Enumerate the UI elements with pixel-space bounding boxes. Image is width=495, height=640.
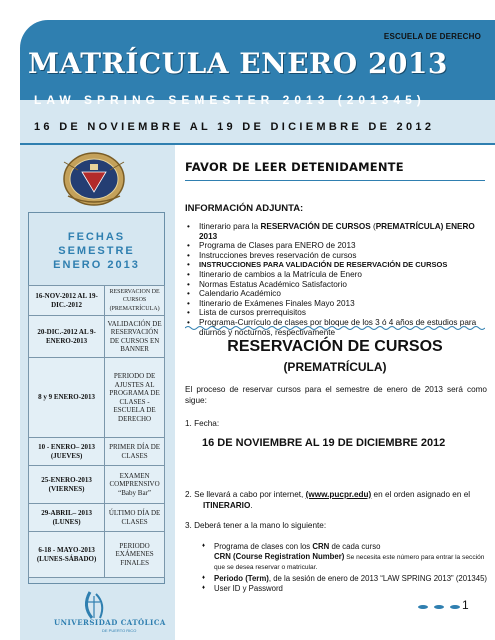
step-1: 1. Fecha: <box>185 419 220 428</box>
step-text: en el orden asignado en el <box>371 490 471 499</box>
heading-underline <box>185 180 485 181</box>
wavy-divider <box>185 325 485 331</box>
reservation-title: RESERVACIÓN DE CURSOS <box>227 338 443 355</box>
item-text: Itinerario para la <box>199 222 261 231</box>
item-text: ( <box>370 222 376 231</box>
step-bold: ITINERARIO <box>203 501 251 510</box>
list-item <box>185 260 485 270</box>
step-2 <box>185 489 487 511</box>
list-item: • Programa-Currículo de clases por bloque de los 3 ó 4 años de estudios para diurnos y nocturnos, respectivamente <box>185 318 485 337</box>
website-link[interactable]: (www.pucpr.edu) <box>305 490 372 499</box>
list-item <box>200 574 490 584</box>
table-row <box>29 466 165 504</box>
read-carefully-heading: FAVOR DE LEER DETENIDAMENTE <box>185 160 404 174</box>
req-note: Se necesita este número para entrar la sección que se desea reservar o matricular. <box>214 553 485 572</box>
date-cell: 29-ABRIL– 2013 (LUNES) <box>29 504 105 532</box>
date-cell: 16-NOV-2012 AL 19-DIC.-2012 <box>29 286 105 316</box>
list-item: • Programa de Clases para ENERO de 2013 <box>185 241 485 251</box>
event-note: (PREMATRÍCULA) <box>109 305 160 312</box>
req-bold: Periodo (Term) <box>214 573 269 583</box>
university-logo-icon <box>30 588 170 638</box>
event-cell: EXAMEN COMPRENSIVO “Baby Bar” <box>105 466 165 504</box>
step-text: . <box>250 501 253 510</box>
list-item <box>185 222 485 241</box>
dates-heading <box>28 230 165 272</box>
event-cell: PERIODO EXÁMENES FINALES <box>105 532 165 578</box>
dates-heading-line: ENERO 2013 <box>53 259 140 271</box>
table-row <box>29 504 165 532</box>
intro-paragraph: El proceso de reservar cursos para el semestre de enero de 2013 será como sigue: <box>185 385 487 405</box>
list-item: • Instrucciones breves reservación de cursos <box>185 251 485 261</box>
item-bold: RESERVACIÓN DE CURSOS <box>260 222 371 231</box>
table-row <box>29 316 165 358</box>
list-item <box>200 542 490 573</box>
list-item: • Calendario Académico <box>185 289 485 299</box>
page-number: 1 <box>462 598 469 612</box>
list-item: • Normas Estatus Académico Satisfactorio <box>185 280 485 290</box>
attached-info-heading: INFORMACIÓN ADJUNTA: <box>185 203 304 214</box>
item-bold: PREMATRÍCULA) ENERO 2013 <box>199 222 475 241</box>
date-cell: 8 y 9 ENERO-2013 <box>29 358 105 438</box>
req-bold: CRN <box>312 542 330 551</box>
list-item: • Itinerario de cambios a la Matrícula de Enero <box>185 270 485 280</box>
table-row <box>29 438 165 466</box>
law-school-seal-icon <box>44 150 144 208</box>
date-cell: 6-18 - MAYO-2013 (LUNES-SÁBADO) <box>29 532 105 578</box>
school-name: ESCUELA DE DERECHO <box>383 32 481 41</box>
page-title: MATRÍCULA ENERO 2013 <box>28 47 448 80</box>
event-cell: PRIMER DÍA DE CLASES <box>105 438 165 466</box>
table-row <box>29 286 165 316</box>
event-text: RESERVACION DE CURSOS <box>109 288 160 304</box>
dates-table <box>28 285 165 578</box>
requirements-list <box>200 542 490 595</box>
event-cell: PERIODO DE AJUSTES AL PROGRAMA DE CLASES - ESCUELA DE DERECHO <box>105 358 165 438</box>
list-item: • Lista de cursos prerrequisitos <box>185 308 485 318</box>
registration-date-range: 16 DE NOVIEMBRE AL 19 DE DICIEMBRE DE 2012 <box>34 121 435 133</box>
date-cell: 10 - ENERO– 2013 (JUEVES) <box>29 438 105 466</box>
item-bold: INSTRUCCIONES PARA VALIDACIÓN DE RESERVACIÓN DE CURSOS <box>199 260 448 270</box>
table-row <box>29 532 165 578</box>
req-text: Programa de clases con los <box>214 542 313 551</box>
dates-heading-line: SEMESTRE <box>58 245 135 257</box>
reservation-dates: 16 DE NOVIEMBRE AL 19 DE DICIEMBRE 2012 <box>202 437 446 449</box>
step-3: 3. Deberá tener a la mano lo siguiente: <box>185 521 327 530</box>
page-subtitle: LAW SPRING SEMESTER 2013 (201345) <box>34 93 426 107</box>
date-cell: 20-DIC.-2012 AL 9-ENERO-2013 <box>29 316 105 358</box>
attached-info-list <box>185 222 485 337</box>
dates-heading-line: FECHAS <box>67 231 126 243</box>
list-item: • Itinerario de Exámenes Finales Mayo 2013 <box>185 299 485 309</box>
req-bold: CRN (Course Registration Number) <box>214 551 345 561</box>
event-cell: VALIDACIÓN DE RESERVACIÓN DE CURSOS EN BANNER <box>105 316 165 358</box>
university-logo-tagline: DE PUERTO RICO <box>102 628 137 633</box>
event-cell <box>105 286 165 316</box>
list-item: ♦ User ID y Password <box>200 584 490 594</box>
step-text: 2. Se llevará a cabo por internet, <box>185 490 306 499</box>
req-text: de cada curso <box>329 542 381 551</box>
event-cell: ÚLTIMO DÍA DE CLASES <box>105 504 165 532</box>
date-cell: 25-ENERO-2013 (VIERNES) <box>29 466 105 504</box>
table-row <box>29 358 165 438</box>
req-text: , de la sesión de enero de 2013 “LAW SPRING 2013” (201345) <box>268 573 488 583</box>
reservation-subtitle: (PREMATRÍCULA) <box>283 360 387 374</box>
university-logo-name: UNIVERSIDAD CATÓLICA <box>54 618 166 627</box>
